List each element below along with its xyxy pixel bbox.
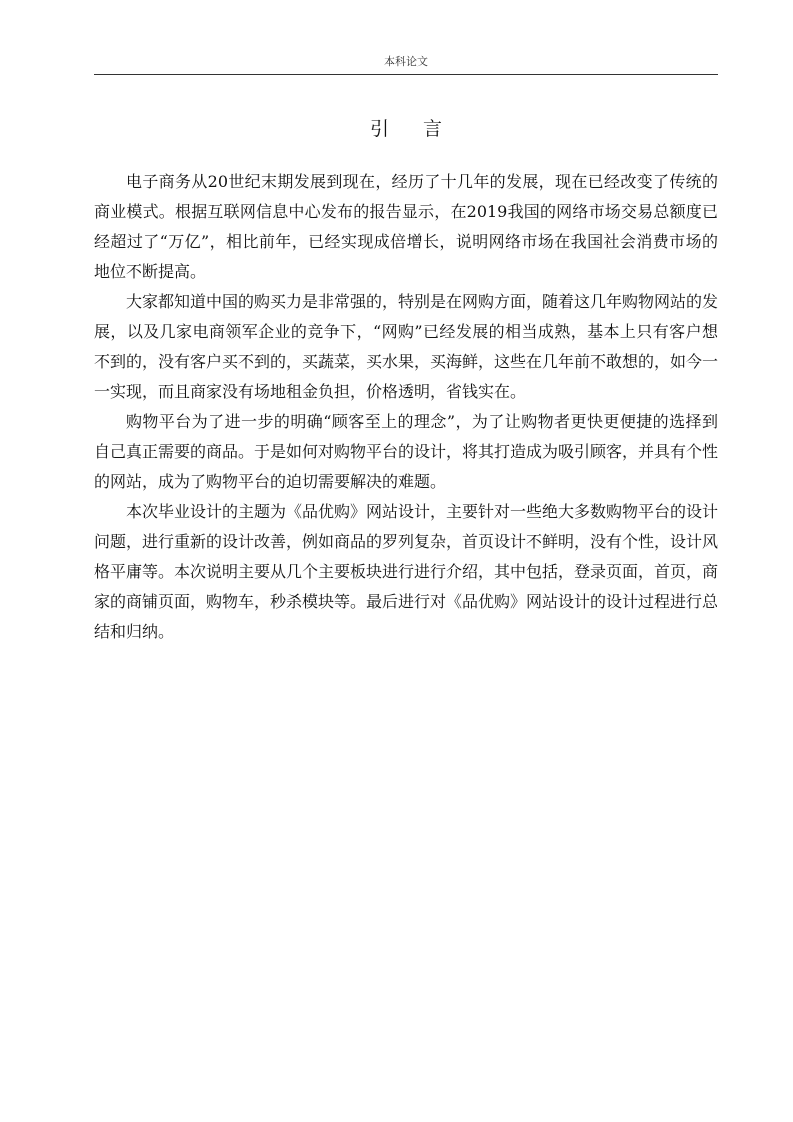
paragraph: 本次毕业设计的主题为《品优购》网站设计，主要针对一些绝大多数购物平台的设计问题，进行重新的设计改善，例如商品的罗列复杂，首页设计不鲜明，没有个性，设计风格平庸等。本次说明主要从几个主要板块进行进行介绍，其中包括，登录页面，首页，商家的商铺页面，购物车，秒杀模块等。最后进行对《品优购》网站设计的设计过程进行总结和归纳。 bbox=[94, 502, 719, 641]
running-header-title: 本科论文 bbox=[384, 55, 428, 68]
paragraph: 购物平台为了进一步的明确“顾客至上的理念”，为了让购物者更快更便捷的选择到自己真正需要的商品。于是如何对购物平台的设计，将其打造成为吸引顾客，并具有个性的网站，成为了购物平台的迫切需要解决的难题。 bbox=[94, 412, 719, 491]
introduction-body bbox=[94, 167, 718, 647]
paragraph: 电子商务从20世纪末期发展到现在，经历了十几年的发展，现在已经改变了传统的商业模式。根据互联网信息中心发布的报告显示，在2019我国的网络市场交易总额度已经超过了“万亿”，相比前年，已经实现成倍增长，说明网络市场在我国社会消费市场的地位不断提高。 bbox=[94, 172, 718, 281]
running-header bbox=[94, 50, 718, 75]
paragraph: 大家都知道中国的购买力是非常强的，特别是在网购方面，随着这几年购物网站的发展，以及几家电商领军企业的竞争下，“网购”已经发展的相当成熟，基本上只有客户想不到的，没有客户买不到的，买蔬菜，买水果，买海鲜，这些在几年前不敢想的，如今一一实现，而且商家没有场地租金负担，价格透明，省钱实在。 bbox=[94, 292, 719, 401]
section-title: 引 言 bbox=[369, 118, 457, 140]
